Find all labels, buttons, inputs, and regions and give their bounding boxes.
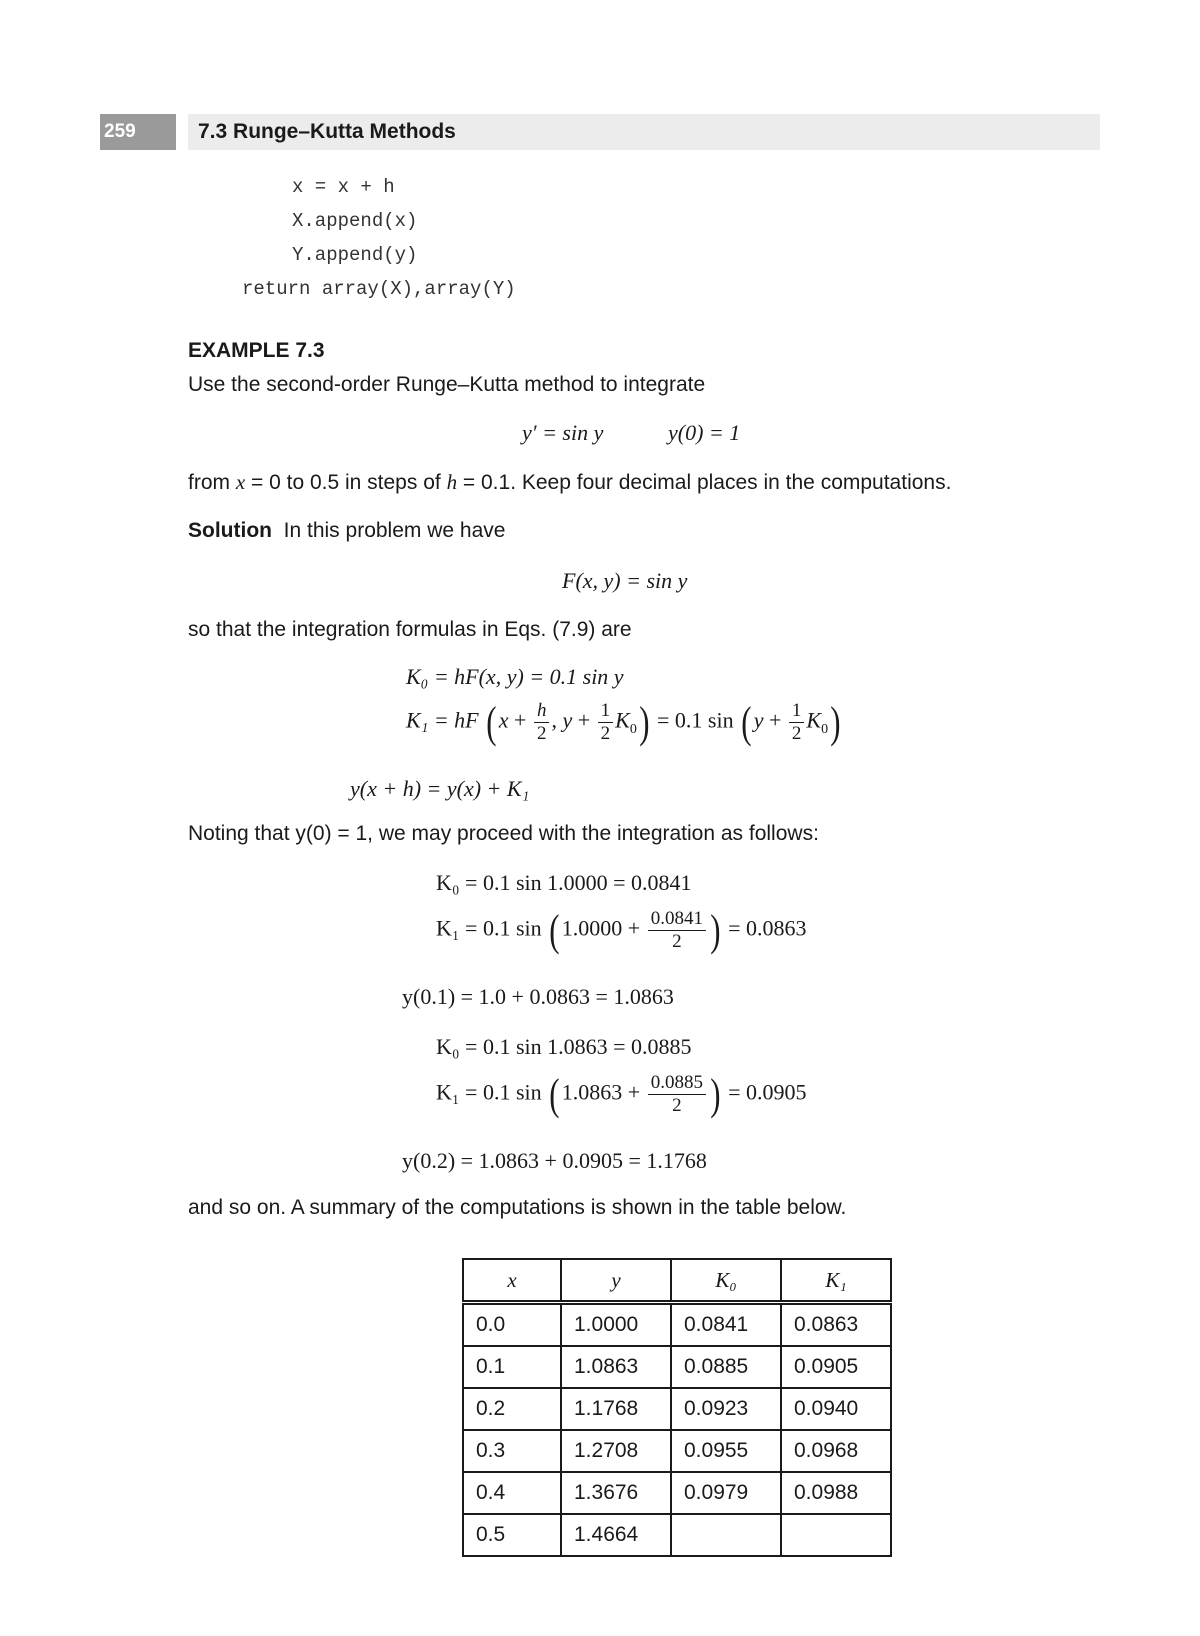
table-cell: 0.0955 <box>671 1430 781 1472</box>
table-cell: 0.2 <box>463 1388 561 1430</box>
example-range-text: from x = 0 to 0.5 in steps of h = 0.1. Keep four decimal places in the computations. <box>188 470 952 494</box>
table-cell: 0.4 <box>463 1472 561 1514</box>
header-K0: K₀ <box>671 1259 781 1303</box>
table-row <box>463 1472 891 1514</box>
summary-intro: and so on. A summary of the computations is shown in the table below. <box>188 1196 847 1219</box>
code-line-1: x = x + h <box>292 176 395 198</box>
table-cell <box>671 1514 781 1556</box>
page-number: 259 <box>100 114 176 150</box>
K0-formula: K₀ = hF(x, y) = 0.1 sin y <box>406 664 624 689</box>
example-intro: Use the second-order Runge–Kutta method to integrate <box>188 373 706 396</box>
header-K1: K₁ <box>781 1259 891 1303</box>
table-cell: 0.0968 <box>781 1430 891 1472</box>
table-cell: 0.0885 <box>671 1346 781 1388</box>
table-cell: 0.0905 <box>781 1346 891 1388</box>
step2-K1: K₁ = 0.1 sin (1.0863 + $\frac{0.0885}{2}$ ) = 0.0905 <box>436 1069 807 1119</box>
table-row <box>463 1303 891 1347</box>
example-title: EXAMPLE 7.3 <box>188 339 325 362</box>
section-title: 7.3 Runge–Kutta Methods <box>188 114 1100 150</box>
table-cell: 0.0979 <box>671 1472 781 1514</box>
solution-intro: Solution In this problem we have <box>188 519 506 542</box>
table-cell: 0.0841 <box>671 1303 781 1347</box>
table-cell: 0.0940 <box>781 1388 891 1430</box>
table-cell: 0.1 <box>463 1346 561 1388</box>
table-cell: 1.3676 <box>561 1472 671 1514</box>
step1-K1: K₁ = 0.1 sin (1.0000 + $\frac{0.0841}{2}$ ) = 0.0863 <box>436 905 807 955</box>
code-line-4: return array(X),array(Y) <box>242 278 516 300</box>
noting-text: Noting that y(0) = 1, we may proceed with the integration as follows: <box>188 822 819 845</box>
table-cell: 1.0000 <box>561 1303 671 1347</box>
table-cell: 1.0863 <box>561 1346 671 1388</box>
table-cell: 1.1768 <box>561 1388 671 1430</box>
step1-y: y(0.1) = 1.0 + 0.0863 = 1.0863 <box>402 984 674 1009</box>
initial-condition: y(0) = 1 <box>668 420 741 445</box>
code-line-3: Y.append(y) <box>292 244 418 266</box>
formulas-intro: so that the integration formulas in Eqs. (7.9) are <box>188 618 632 641</box>
y-update-formula: y(x + h) = y(x) + K₁ <box>350 776 530 801</box>
table-cell: 0.3 <box>463 1430 561 1472</box>
table-cell <box>781 1514 891 1556</box>
header-x: x <box>463 1259 561 1303</box>
F-definition: F(x, y) = sin y <box>562 568 688 593</box>
table-cell: 0.0923 <box>671 1388 781 1430</box>
table-cell: 0.0 <box>463 1303 561 1347</box>
summary-table <box>462 1258 892 1557</box>
K1-formula: K₁ = hF (x + $\frac{h}{2}$ , y + $\frac{1}{2}$ $K_0) = 0.1$ sin (y + $\frac{1}{2}$ $K_0$) <box>406 697 841 747</box>
table-row <box>463 1514 891 1556</box>
header-y: y <box>561 1259 671 1303</box>
table-cell: 0.0988 <box>781 1472 891 1514</box>
table-header-row <box>463 1259 891 1303</box>
code-line-2: X.append(x) <box>292 210 418 232</box>
table-row <box>463 1430 891 1472</box>
table-cell: 0.0863 <box>781 1303 891 1347</box>
table-cell: 0.5 <box>463 1514 561 1556</box>
step2-y: y(0.2) = 1.0863 + 0.0905 = 1.1768 <box>402 1148 707 1173</box>
ode-equation: y′ = sin y <box>522 420 604 445</box>
step2-K0: K₀ = 0.1 sin 1.0863 = 0.0885 <box>436 1034 692 1059</box>
table-cell: 1.4664 <box>561 1514 671 1556</box>
table-row <box>463 1388 891 1430</box>
step1-K0: K₀ = 0.1 sin 1.0000 = 0.0841 <box>436 870 692 895</box>
table-row <box>463 1346 891 1388</box>
table-cell: 1.2708 <box>561 1430 671 1472</box>
